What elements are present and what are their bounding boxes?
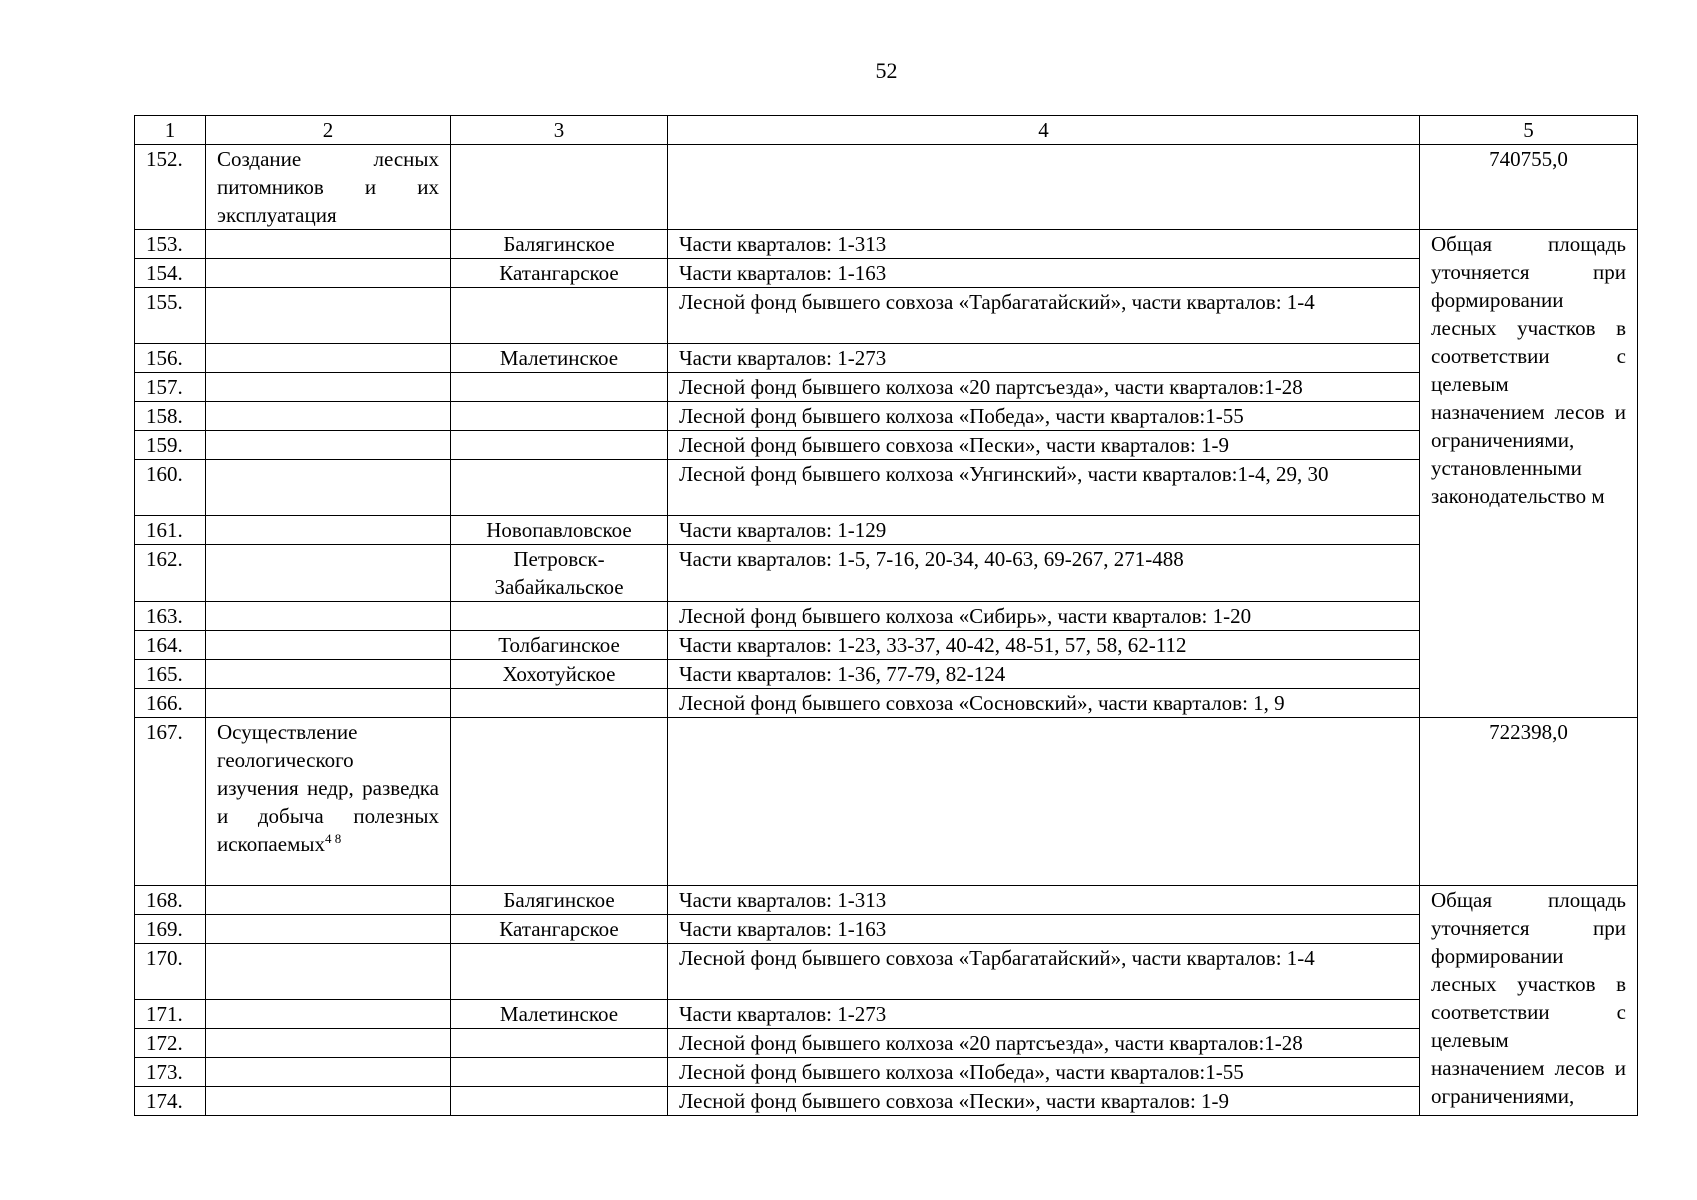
forestry-name: [451, 1058, 668, 1087]
activity-text: Осуществление геологического изучения недр, разведка и добыча полезных ископаемых: [217, 720, 439, 856]
table-row: [135, 230, 1638, 259]
quarters-description: Лесной фонд бывшего совхоза «Пески», части кварталов: 1-9: [668, 431, 1420, 460]
table-row: [135, 1000, 1638, 1029]
activity-empty: [206, 1029, 451, 1058]
activity-name: [206, 145, 451, 230]
activity-empty: [206, 915, 451, 944]
forestry-empty: [451, 718, 668, 886]
forestry-name: [451, 431, 668, 460]
forestry-name: [451, 460, 668, 516]
table-row: [135, 944, 1638, 1000]
row-number: 154.: [135, 259, 206, 288]
table-row: [135, 1029, 1638, 1058]
table-row: [135, 259, 1638, 288]
table-row: [135, 1087, 1638, 1116]
activity-empty: [206, 431, 451, 460]
row-number: 161.: [135, 516, 206, 545]
row-number: 163.: [135, 602, 206, 631]
row-number: 167.: [135, 718, 206, 886]
table-row: [135, 431, 1638, 460]
quarters-description: Лесной фонд бывшего совхоза «Тарбагатайский», части кварталов: 1-4: [668, 288, 1420, 344]
row-number: 155.: [135, 288, 206, 344]
header-cell-1: 1: [135, 116, 206, 145]
row-number: 169.: [135, 915, 206, 944]
activity-empty: [206, 944, 451, 1000]
activity-empty: [206, 259, 451, 288]
row-number: 159.: [135, 431, 206, 460]
forestry-name: Катангарское: [451, 259, 668, 288]
table-row: [135, 516, 1638, 545]
quarters-description: Лесной фонд бывшего колхоза «20 партсъезда», части кварталов:1-28: [668, 373, 1420, 402]
row-number: 168.: [135, 886, 206, 915]
description-empty: [668, 718, 1420, 886]
row-number: 153.: [135, 230, 206, 259]
row-number: 174.: [135, 1087, 206, 1116]
activity-empty: [206, 344, 451, 373]
table-row: [135, 631, 1638, 660]
forestry-name: Балягинское: [451, 886, 668, 915]
activity-empty: [206, 460, 451, 516]
activity-empty: [206, 886, 451, 915]
table-row: [135, 1058, 1638, 1087]
forestry-name: Катангарское: [451, 915, 668, 944]
forestry-name: [451, 402, 668, 431]
quarters-description: Лесной фонд бывшего колхоза «Победа», части кварталов:1-55: [668, 402, 1420, 431]
row-number: 156.: [135, 344, 206, 373]
row-number: 172.: [135, 1029, 206, 1058]
activity-empty: [206, 545, 451, 602]
table-row: [135, 915, 1638, 944]
note-text: Общая площадь уточняется при формировании лесных участков в соответствии с целевым назначением лесов и ограничениями, установленными законодательство м: [1420, 230, 1638, 718]
header-row: [135, 116, 1638, 145]
row-number: 164.: [135, 631, 206, 660]
quarters-description: Лесной фонд бывшего колхоза «Победа», части кварталов:1-55: [668, 1058, 1420, 1087]
table-row: [135, 689, 1638, 718]
total-area: 740755,0: [1420, 145, 1638, 230]
quarters-description: Части кварталов: 1-163: [668, 259, 1420, 288]
quarters-description: Части кварталов: 1-313: [668, 886, 1420, 915]
quarters-description: Лесной фонд бывшего совхоза «Сосновский», части кварталов: 1, 9: [668, 689, 1420, 718]
quarters-description: Части кварталов: 1-36, 77-79, 82-124: [668, 660, 1420, 689]
activity-empty: [206, 288, 451, 344]
quarters-description: Части кварталов: 1-129: [668, 516, 1420, 545]
footnote-marker: 4 8: [324, 831, 342, 846]
table-row: [135, 545, 1638, 602]
quarters-description: Лесной фонд бывшего колхоза «20 партсъезда», части кварталов:1-28: [668, 1029, 1420, 1058]
table-row: [135, 602, 1638, 631]
forestry-name: Новопавловское: [451, 516, 668, 545]
activity-empty: [206, 230, 451, 259]
total-area: 722398,0: [1420, 718, 1638, 886]
header-cell-2: 2: [206, 116, 451, 145]
table-row: [135, 460, 1638, 516]
forestry-name: Хохотуйское: [451, 660, 668, 689]
quarters-description: Части кварталов: 1-313: [668, 230, 1420, 259]
quarters-description: Части кварталов: 1-163: [668, 915, 1420, 944]
activity-empty: [206, 660, 451, 689]
quarters-description: Лесной фонд бывшего совхоза «Тарбагатайский», части кварталов: 1-4: [668, 944, 1420, 1000]
table-row: [135, 718, 1638, 886]
activity-text: Создание лесных питомников и их эксплуатация: [217, 147, 439, 227]
header-cell-4: 4: [668, 116, 1420, 145]
row-number: 173.: [135, 1058, 206, 1087]
table-row: [135, 660, 1638, 689]
quarters-description: Лесной фонд бывшего совхоза «Пески», части кварталов: 1-9: [668, 1087, 1420, 1116]
table-row: [135, 344, 1638, 373]
forestry-name: [451, 288, 668, 344]
forestry-name: [451, 689, 668, 718]
row-number: 158.: [135, 402, 206, 431]
table-row: [135, 145, 1638, 230]
row-number: 170.: [135, 944, 206, 1000]
activity-empty: [206, 373, 451, 402]
forestry-name: [451, 602, 668, 631]
forest-use-table: [134, 115, 1638, 1116]
forestry-empty: [451, 145, 668, 230]
forestry-name: [451, 373, 668, 402]
header-cell-5: 5: [1420, 116, 1638, 145]
forestry-name: Малетинское: [451, 1000, 668, 1029]
header-cell-3: 3: [451, 116, 668, 145]
row-number: 152.: [135, 145, 206, 230]
forestry-name: Толбагинское: [451, 631, 668, 660]
row-number: 165.: [135, 660, 206, 689]
quarters-description: Лесной фонд бывшего колхоза «Сибирь», части кварталов: 1-20: [668, 602, 1420, 631]
activity-empty: [206, 602, 451, 631]
row-number: 157.: [135, 373, 206, 402]
note-text: Общая площадь уточняется при формировании лесных участков в соответствии с целевым назначением лесов и ограничениями,: [1420, 886, 1638, 1116]
row-number: 160.: [135, 460, 206, 516]
activity-name: [206, 718, 451, 886]
row-number: 162.: [135, 545, 206, 602]
forestry-name: [451, 1029, 668, 1058]
table-row: [135, 886, 1638, 915]
description-empty: [668, 145, 1420, 230]
table-row: [135, 373, 1638, 402]
table-row: [135, 402, 1638, 431]
quarters-description: Части кварталов: 1-273: [668, 344, 1420, 373]
activity-empty: [206, 1058, 451, 1087]
page-number: 52: [875, 58, 898, 83]
activity-empty: [206, 631, 451, 660]
forestry-name: Балягинское: [451, 230, 668, 259]
activity-empty: [206, 1000, 451, 1029]
row-number: 166.: [135, 689, 206, 718]
forestry-name: [451, 944, 668, 1000]
quarters-description: Части кварталов: 1-23, 33-37, 40-42, 48-51, 57, 58, 62-112: [668, 631, 1420, 660]
quarters-description: Лесной фонд бывшего колхоза «Унгинский», части кварталов:1-4, 29, 30: [668, 460, 1420, 516]
quarters-description: Части кварталов: 1-273: [668, 1000, 1420, 1029]
forestry-name: Петровск-Забайкальское: [451, 545, 668, 602]
activity-empty: [206, 516, 451, 545]
row-number: 171.: [135, 1000, 206, 1029]
table-row: [135, 288, 1638, 344]
activity-empty: [206, 689, 451, 718]
quarters-description: Части кварталов: 1-5, 7-16, 20-34, 40-63, 69-267, 271-488: [668, 545, 1420, 602]
activity-empty: [206, 1087, 451, 1116]
activity-empty: [206, 402, 451, 431]
forestry-name: Малетинское: [451, 344, 668, 373]
forestry-name: [451, 1087, 668, 1116]
